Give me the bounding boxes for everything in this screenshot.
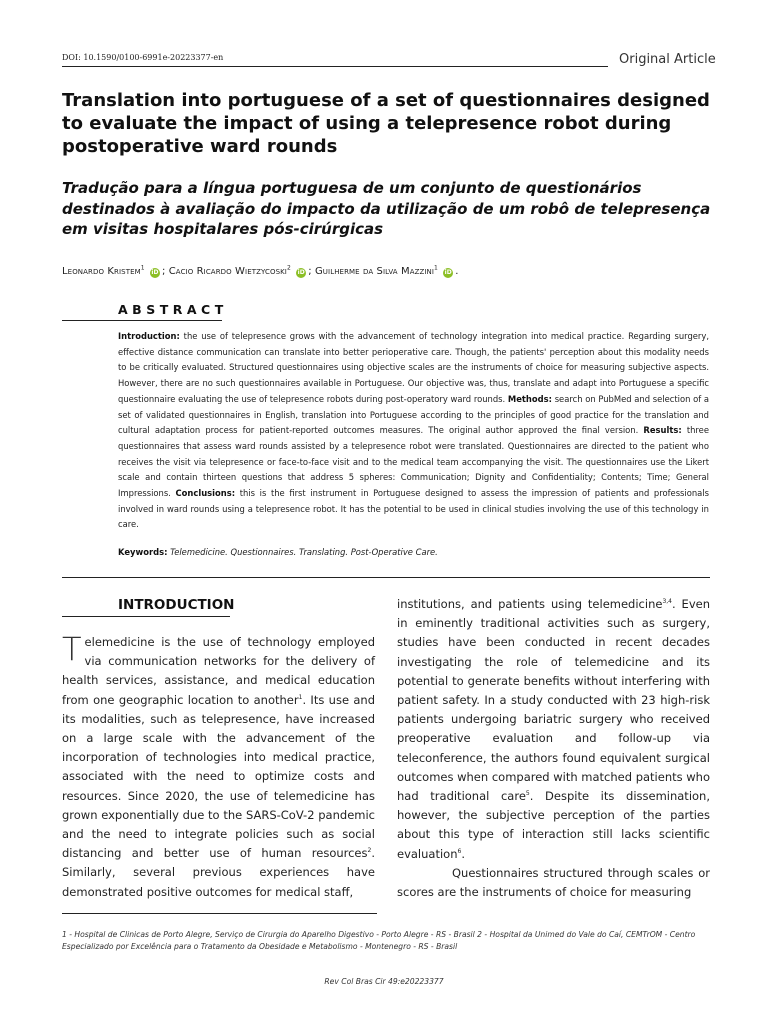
author-separator: ; xyxy=(308,266,312,277)
paragraph-text: institutions, and patients using telemedicine xyxy=(397,597,663,611)
author-separator: ; xyxy=(161,266,166,277)
author-name[interactable]: Cacio Ricardo Wietzycoski xyxy=(168,266,287,277)
paragraph-text: . Its use and its modalities, such as telepresence, have increased on a large scale with the advancement of the incorporation of technologies into medical practice, associated with the need to optimize costs and resources. Since 2020, the use of telemedicine has grown exponentially due to the SARS-CoV-2 pandemic and the need to integrate policies such as social distancing and better use of human resources xyxy=(62,692,375,861)
abstract-conclusions: this is the first instrument in Portuguese designed to assess the impression of patients and professionals involved in ward rounds using a telepresence robot. It has the potential to be used in clinical studies involving the use of this technology in care. xyxy=(118,488,709,530)
citation-ref[interactable]: 1 xyxy=(298,693,303,701)
paper-title: Translation into portuguese of a set of questionnaires designed to evaluate the impact of using a telepresence robot during postoperative ward rounds xyxy=(62,90,710,157)
citation-ref[interactable]: 3,4 xyxy=(662,598,672,606)
author-affiliation: 1 xyxy=(434,264,438,272)
author-list xyxy=(62,266,459,278)
orcid-icon[interactable]: iD xyxy=(151,269,159,276)
abstract-heading-rule xyxy=(62,320,222,321)
abstract-results: three questionnaires that assess ward rounds assisted by a telepresence robot were translated. Questionnaires are directed to the patient who receives the visit via telepresence or face-to-face visit and to the medical team accompanying the visit. The questionnaires use the Likert scale and contain thirteen questions that address 5 spheres: Communication; Dignity and Confidentiality; Contents; Time; General Impressions. xyxy=(118,425,709,499)
header-rule xyxy=(62,66,608,67)
author-name[interactable]: Guilherme da Silva Mazzini xyxy=(314,266,435,277)
paragraph-text: . Despite its dissemination, however, the subjective perception of the parties about this type of interaction still lacks scientific evaluation xyxy=(397,789,710,861)
paragraph: Questionnaires structured through scales or scores are the instruments of choice for measuring xyxy=(397,865,710,900)
orcid-icon[interactable]: iD xyxy=(444,269,452,276)
citation-ref[interactable]: 2 xyxy=(367,847,372,855)
footnote-rule xyxy=(62,913,377,914)
introduction-heading: INTRODUCTION xyxy=(118,597,235,613)
author-affiliation: 2 xyxy=(286,264,291,272)
doi-text: DOI: 10.1590/0100-6991e-20223377-en xyxy=(62,53,224,62)
abstract-methods-label: Methods: xyxy=(507,393,552,404)
orcid-icon[interactable]: iD xyxy=(297,269,305,276)
paper-subtitle-portuguese: Tradução para a língua portuguesa de um conjunto de questionários destinados à avaliação do impacto da utilização de um robô de telepresença em visitas hospitalares pós-cirúrgicas xyxy=(62,179,711,238)
abstract-results-label: Results: xyxy=(643,425,682,436)
paragraph-text: elemedicine is the use of technology employed via communication networks for the delivery of health services, assistance, and medical education from one geographic location to another xyxy=(62,635,375,707)
paragraph-text: . Similarly, several previous experiences have demonstrated positive outcomes for medical staff, xyxy=(62,846,375,899)
abstract-end-rule xyxy=(62,577,710,578)
keywords-line xyxy=(118,547,438,557)
author-affiliation: 1 xyxy=(140,264,145,272)
introduction-heading-rule xyxy=(62,616,230,617)
author-name[interactable]: Leonardo Kristem xyxy=(62,266,141,277)
author-separator: . xyxy=(455,266,459,277)
paragraph-text: . Even in eminently traditional activities such as surgery, studies have been conducted in recent decades investigating the role of telemedicine and its potential to generate benefits without interfering with patient safety. In a study conducted with 23 high-risk patients undergoing bariatric surgery who received preoperative evaluation and follow-up via teleconference, the authors found equivalent surgical outcomes when compared with matched patients who had traditional care xyxy=(397,597,710,804)
keywords-text: Telemedicine. Questionnaires. Translating. Post-Operative Care. xyxy=(170,547,438,557)
abstract-body xyxy=(118,329,709,533)
abstract-conclusions-label: Conclusions: xyxy=(175,488,236,499)
affiliations-footnote: 1 - Hospital de Clinicas de Porto Alegre, Serviço de Cirurgia do Aparelho Digestivo - Porto Alegre - RS - Brasil 2 - Hospital da Unimed do Vale do Caí, CEMTrOM - Centro Especializado por Excelência para o Tratamento da Obesidade e Metabolismo - Montenegro - RS - Brasil xyxy=(62,930,696,951)
journal-citation-footer: Rev Col Bras Cir 49:e20223377 xyxy=(324,977,444,986)
abstract-methods: search on PubMed and selection of a set of validated questionnaires in English, translation into Portuguese according to the principles of good practice for the translation and cultural adaptation process for patient-reported outcomes measures. The original author approved the final version. xyxy=(118,393,709,436)
article-type-label: Original Article xyxy=(619,52,716,67)
keywords-label: Keywords: xyxy=(118,547,168,557)
paragraph xyxy=(397,595,710,864)
citation-ref[interactable]: 6 xyxy=(457,847,462,855)
abstract-introduction-label: Introduction: xyxy=(118,331,180,341)
body-column-left xyxy=(62,630,375,902)
abstract-heading: ABSTRACT xyxy=(118,302,228,317)
body-column-right xyxy=(397,595,710,902)
drop-cap: T xyxy=(62,630,82,668)
citation-ref[interactable]: 5 xyxy=(525,790,530,798)
paragraph-text: . xyxy=(461,846,465,861)
abstract-introduction: the use of telepresence grows with the advancement of technology integration into medical practice. Regarding surgery, effective distance communication can translate into better perioperative care. Though, the patients' perception about this modality needs to be critically evaluated. Structured questionnaires using objective scales are the instruments of choice for measuring subjective aspects. However, there are no such questionnaires available in Portuguese. Our objective was, thus, translate and adapt into Portuguese a specific questionnaire evaluating the use of telepresence robots during post-operatory ward rounds. xyxy=(118,331,709,404)
